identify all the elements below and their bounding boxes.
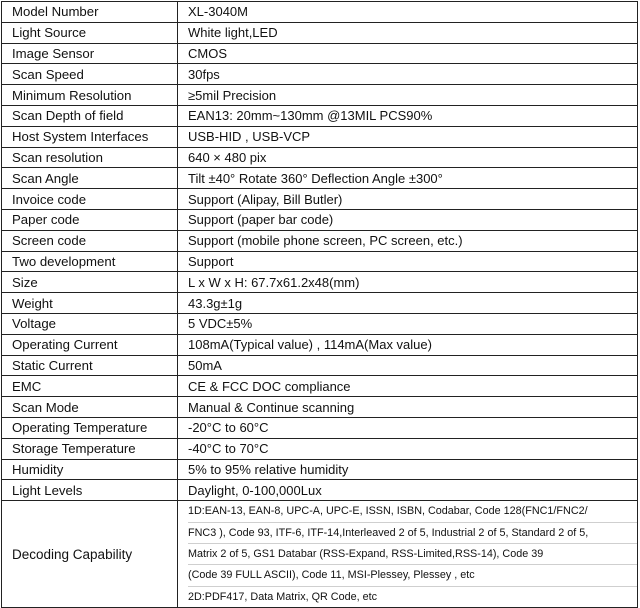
spec-value: 640 × 480 pix	[178, 147, 638, 168]
spec-row	[2, 334, 638, 355]
spec-value: L x W x H: 67.7x61.2x48(mm)	[178, 272, 638, 293]
spec-row	[2, 272, 638, 293]
spec-label: Screen code	[2, 230, 178, 251]
spec-label: Model Number	[2, 2, 178, 23]
decoding-row	[2, 501, 638, 608]
spec-row	[2, 189, 638, 210]
decoding-label: Decoding Capability	[2, 501, 178, 608]
spec-value: 43.3g±1g	[178, 293, 638, 314]
spec-row	[2, 313, 638, 334]
spec-row	[2, 438, 638, 459]
spec-label: Two development	[2, 251, 178, 272]
spec-row	[2, 22, 638, 43]
spec-table-body	[2, 2, 638, 608]
spec-label: Host System Interfaces	[2, 126, 178, 147]
spec-value: ≥5mil Precision	[178, 85, 638, 106]
spec-label: Paper code	[2, 209, 178, 230]
spec-label: Scan Speed	[2, 64, 178, 85]
spec-row	[2, 376, 638, 397]
spec-label: Scan resolution	[2, 147, 178, 168]
spec-row	[2, 2, 638, 23]
spec-row	[2, 355, 638, 376]
spec-row	[2, 397, 638, 418]
spec-value: 5 VDC±5%	[178, 313, 638, 334]
spec-label: Light Source	[2, 22, 178, 43]
spec-row	[2, 293, 638, 314]
spec-label: Static Current	[2, 355, 178, 376]
spec-value: Support	[178, 251, 638, 272]
spec-value: 30fps	[178, 64, 638, 85]
spec-value: XL-3040M	[178, 2, 638, 23]
spec-label: Image Sensor	[2, 43, 178, 64]
spec-value: Support (mobile phone screen, PC screen, etc.)	[178, 230, 638, 251]
spec-label: Light Levels	[2, 480, 178, 501]
spec-row	[2, 230, 638, 251]
spec-row	[2, 43, 638, 64]
spec-value: 5% to 95% relative humidity	[178, 459, 638, 480]
spec-value: EAN13: 20mm~130mm @13MIL PCS90%	[178, 105, 638, 126]
spec-row	[2, 480, 638, 501]
spec-value: Tilt ±40° Rotate 360° Deflection Angle ±300°	[178, 168, 638, 189]
spec-value: Support (Alipay, Bill Butler)	[178, 189, 638, 210]
spec-label: Size	[2, 272, 178, 293]
spec-row	[2, 85, 638, 106]
spec-row	[2, 209, 638, 230]
spec-value: -20°C to 60°C	[178, 417, 638, 438]
spec-value: White light,LED	[178, 22, 638, 43]
spec-label: Voltage	[2, 313, 178, 334]
spec-label: Scan Depth of field	[2, 105, 178, 126]
spec-row	[2, 147, 638, 168]
decoding-line: 1D:EAN-13, EAN-8, UPC-A, UPC-E, ISSN, ISBN, Codabar, Code 128(FNC1/FNC2/	[188, 501, 637, 522]
spec-label: Weight	[2, 293, 178, 314]
spec-value: Support (paper bar code)	[178, 209, 638, 230]
decoding-line: 2D:PDF417, Data Matrix, QR Code, etc	[188, 590, 378, 603]
spec-label: Humidity	[2, 459, 178, 480]
spec-row	[2, 459, 638, 480]
spec-label: EMC	[2, 376, 178, 397]
spec-row	[2, 417, 638, 438]
spec-row	[2, 126, 638, 147]
spec-value: 108mA(Typical value) , 114mA(Max value)	[178, 334, 638, 355]
spec-value: Manual & Continue scanning	[178, 397, 638, 418]
spec-row	[2, 64, 638, 85]
decoding-line: (Code 39 FULL ASCII), Code 11, MSI-Plessey, Plessey , etc	[188, 565, 637, 586]
spec-label: Operating Temperature	[2, 417, 178, 438]
spec-value: CE & FCC DOC compliance	[178, 376, 638, 397]
spec-label: Scan Angle	[2, 168, 178, 189]
spec-row	[2, 251, 638, 272]
spec-value: -40°C to 70°C	[178, 438, 638, 459]
spec-row	[2, 168, 638, 189]
spec-value: CMOS	[178, 43, 638, 64]
spec-label: Operating Current	[2, 334, 178, 355]
decoding-value	[178, 501, 638, 608]
spec-value: Daylight, 0-100,000Lux	[178, 480, 638, 501]
spec-value: 50mA	[178, 355, 638, 376]
spec-table	[1, 1, 638, 608]
spec-value: USB-HID , USB-VCP	[178, 126, 638, 147]
spec-row	[2, 105, 638, 126]
spec-label: Storage Temperature	[2, 438, 178, 459]
decoding-line: FNC3 ), Code 93, ITF-6, ITF-14,Interleaved 2 of 5, Industrial 2 of 5, Standard 2 of 5,	[188, 523, 637, 544]
spec-label: Invoice code	[2, 189, 178, 210]
spec-label: Scan Mode	[2, 397, 178, 418]
decoding-line: Matrix 2 of 5, GS1 Databar (RSS-Expand, RSS-Limited,RSS-14), Code 39	[188, 544, 637, 565]
spec-label: Minimum Resolution	[2, 85, 178, 106]
